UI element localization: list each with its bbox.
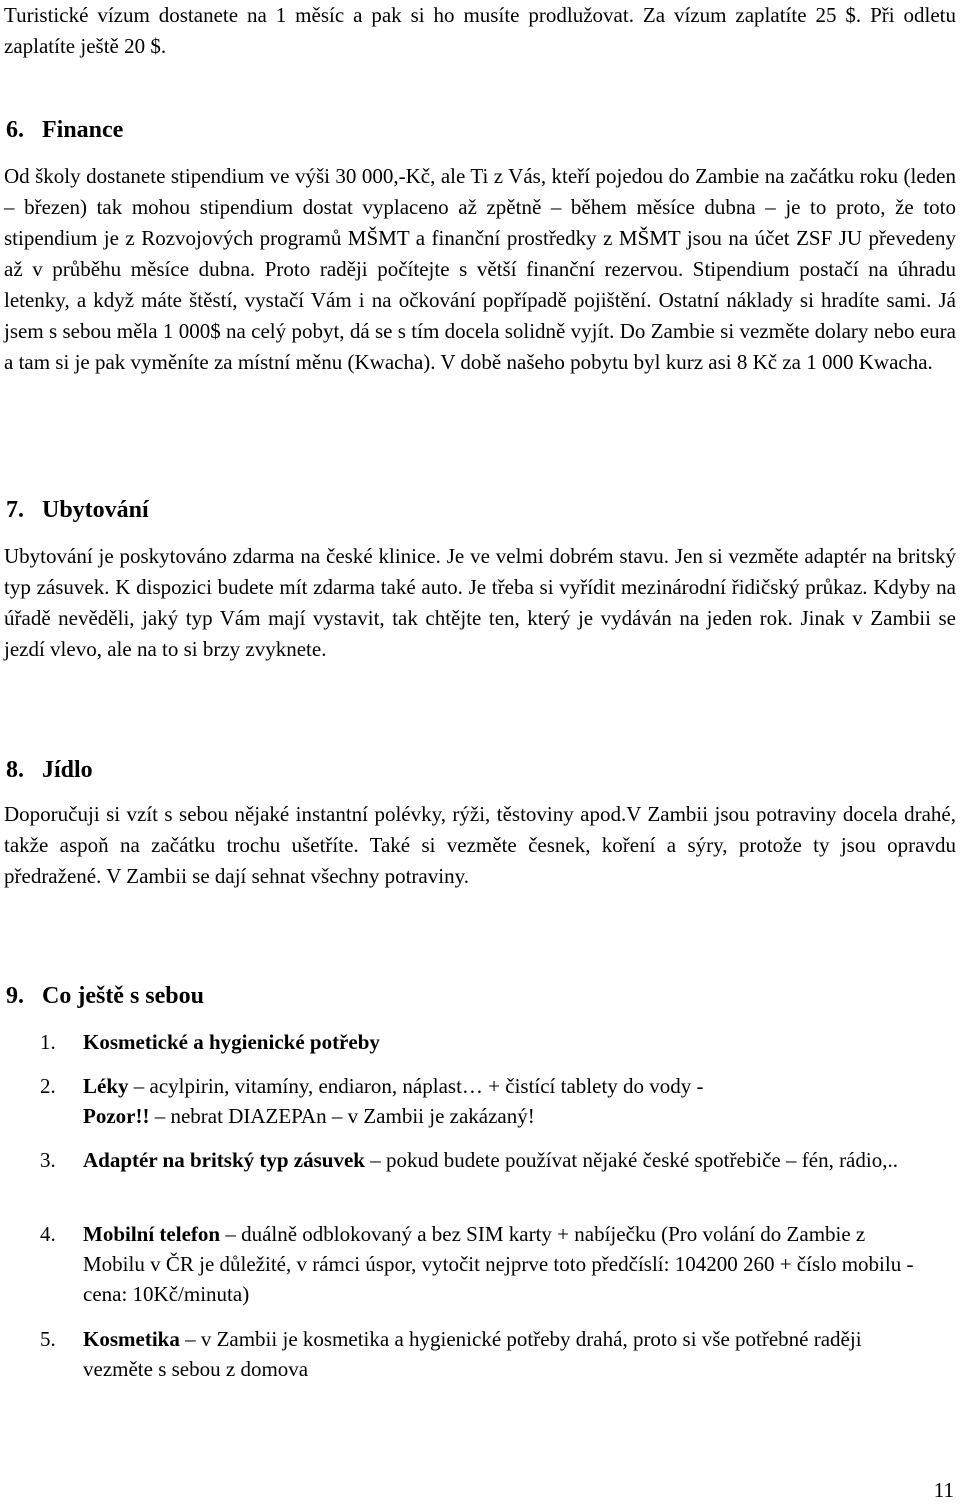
section-title: Co ještě s sebou — [42, 983, 204, 1009]
list-item-title: Mobilní telefon — [83, 1222, 221, 1246]
section-title: Ubytování — [42, 497, 149, 523]
page-number: 11 — [933, 1478, 954, 1502]
section-number: 7. — [6, 497, 24, 523]
list-number: 1. — [40, 1030, 56, 1054]
list-item-title: Kosmetika — [83, 1327, 180, 1351]
list-item-text: – v Zambii je kosmetika a hygienické potřeby drahá, proto si vše potřebné raději vezměte s sebou z domova — [83, 1327, 862, 1381]
list-item — [40, 1219, 920, 1309]
list-item-text: – duálně odblokovaný a bez SIM karty + nabíječku (Pro volání do Zambie z Mobilu v ČR je důležité, v rámci úspor, vytočit nejprve toto předčíslí: 104200 260 + číslo mobilu - cena: 10Kč/minuta) — [83, 1222, 914, 1306]
list-item-warning: Pozor!! — [83, 1104, 150, 1128]
list-number: 3. — [40, 1148, 56, 1172]
list-item — [40, 1027, 920, 1057]
section-number: 9. — [6, 983, 24, 1009]
list-item — [40, 1071, 920, 1131]
finance-paragraph: Od školy dostanete stipendium ve výši 30 000,-Kč, ale Ti z Vás, kteří pojedou do Zambie na začátku roku (leden – březen) tak mohou stipendium dostat vyplaceno až zpětně – během měsíce dubna – je to proto, že toto stipendium je z Rozvojových programů MŠMT a finanční prostředky z MŠMT jsou na účet ZSF JU převedeny až v průběhu měsíce dubna. Proto raději počítejte s větší finanční rezervou. Stipendium postačí na úhradu letenky, a když máte štěstí, vystačí Vám i na očkování popřípadě pojištění. Ostatní náklady si hradíte sami. Já jsem s sebou měla 1 000$ na celý pobyt, dá se s tím docela solidně vyjít. Do Zambie si vezměte dolary nebo eura a tam si je pak vyměníte za místní měnu (Kwacha). V době našeho pobytu byl kurz asi 8 Kč za 1 000 Kwacha. — [4, 164, 956, 374]
section-heading-food — [6, 754, 93, 786]
section-heading-bring — [6, 980, 204, 1012]
list-item-text: – acylpirin, vitamíny, endiaron, náplast… + čistící tablety do vody - — [128, 1074, 704, 1098]
section-heading-finance — [6, 114, 123, 146]
list-item-text-2: – nebrat DIAZEPAn – v Zambii je zakázaný! — [149, 1104, 535, 1128]
list-item-title: Adaptér na britský typ zásuvek — [83, 1148, 365, 1172]
accommodation-paragraph: Ubytování je poskytováno zdarma na české klinice. Je ve velmi dobrém stavu. Jen si vezměte adaptér na britský typ zásuvek. K dispozici budete mít zdarma také auto. Je třeba si vyřídit mezinárodní řidičský průkaz. Kdyby na úřadě nevěděli, jaký typ Vám mají vystavit, tak chtějte ten, který je vydáván na jeden rok. Jinak v Zambii se jezdí vlevo, ale na to si brzy zvyknete. — [4, 544, 956, 661]
section-heading-accommodation — [6, 494, 149, 526]
list-item-text: – pokud budete používat nějaké české spotřebiče – fén, rádio,.. — [364, 1148, 898, 1172]
section-number: 6. — [6, 117, 24, 143]
list-number: 5. — [40, 1327, 56, 1351]
section-title: Jídlo — [42, 757, 93, 783]
list-item — [40, 1145, 920, 1175]
food-paragraph: Doporučuji si vzít s sebou nějaké instantní polévky, rýži, těstoviny apod.V Zambii jsou potraviny docela drahé, takže aspoň na začátku trochu ušetříte. Také si vezměte česnek, koření a sýry, protože ty jsou opravdu předražené. V Zambii se dají sehnat všechny potraviny. — [4, 802, 956, 888]
list-item — [40, 1324, 920, 1384]
intro-paragraph: Turistické vízum dostanete na 1 měsíc a pak si ho musíte prodlužovat. Za vízum zaplatíte 25 $. Při odletu zaplatíte ještě 20 $. — [4, 3, 956, 58]
list-number: 2. — [40, 1074, 56, 1098]
list-item-title: Léky — [83, 1074, 129, 1098]
list-number: 4. — [40, 1222, 56, 1246]
section-number: 8. — [6, 757, 24, 783]
section-title: Finance — [42, 117, 124, 143]
list-item-title: Kosmetické a hygienické potřeby — [83, 1030, 380, 1054]
